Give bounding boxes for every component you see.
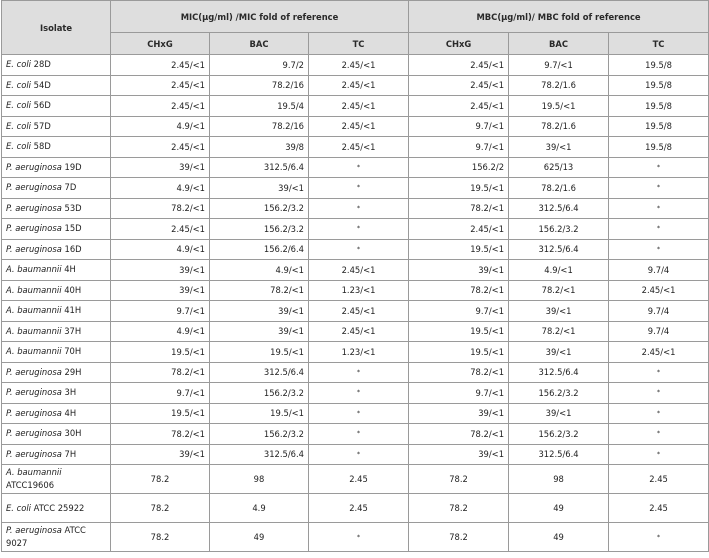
value-cell: 4.9/<1 — [111, 239, 210, 260]
isolate-cell — [2, 321, 111, 342]
species-name: P. aeruginosa — [6, 161, 62, 172]
value-cell: 49 — [509, 523, 609, 552]
value-cell: 49 — [509, 494, 609, 523]
strain-id: 4H — [61, 264, 76, 275]
value-cell: 9.7/<1 — [409, 137, 509, 158]
isolate-cell — [2, 280, 111, 301]
table-body — [2, 55, 709, 552]
table-row — [2, 178, 709, 199]
value-cell: 78.2/<1 — [111, 362, 210, 383]
strain-id: 40H — [61, 284, 82, 295]
strain-id: 54D — [31, 79, 51, 90]
strain-id: 53D — [61, 202, 82, 213]
isolate-cell — [2, 383, 111, 404]
header-col-bac-mic: BAC — [210, 33, 309, 55]
value-cell: * — [609, 444, 709, 465]
value-cell: 78.2 — [409, 523, 509, 552]
species-name: P. aeruginosa — [6, 428, 62, 439]
value-cell: 2.45/<1 — [309, 116, 409, 137]
value-cell: 4.9/<1 — [111, 321, 210, 342]
value-cell: * — [609, 523, 709, 552]
strain-id: 16D — [61, 243, 82, 254]
value-cell: 312.5/6.4 — [210, 444, 309, 465]
value-cell: 19.5/<1 — [210, 403, 309, 424]
isolate-cell — [2, 137, 111, 158]
strain-id: 19D — [61, 161, 82, 172]
value-cell: 2.45/<1 — [111, 219, 210, 240]
value-cell: 19.5/<1 — [409, 321, 509, 342]
value-cell: 19.5/<1 — [409, 342, 509, 363]
value-cell: 312.5/6.4 — [509, 444, 609, 465]
value-cell: 2.45/<1 — [111, 75, 210, 96]
species-name: A. baumannii — [6, 467, 62, 477]
value-cell: 78.2/1.6 — [509, 75, 609, 96]
table-row — [2, 465, 709, 494]
value-cell: * — [309, 239, 409, 260]
table-row — [2, 383, 709, 404]
species-name: P. aeruginosa — [6, 182, 62, 193]
value-cell: 1.23/<1 — [309, 280, 409, 301]
value-cell: 2.45/<1 — [309, 260, 409, 281]
species-name: P. aeruginosa — [6, 525, 62, 535]
value-cell: * — [609, 198, 709, 219]
value-cell: 78.2/1.6 — [509, 178, 609, 199]
value-cell: 78.2 — [111, 494, 210, 523]
value-cell: 9.7/2 — [210, 55, 309, 76]
value-cell: 156.2/3.2 — [509, 424, 609, 445]
species-name: E. coli — [6, 502, 31, 513]
value-cell: 2.45/<1 — [409, 96, 509, 117]
value-cell: 78.2/<1 — [111, 424, 210, 445]
value-cell: 2.45/<1 — [409, 219, 509, 240]
value-cell: 156.2/3.2 — [210, 383, 309, 404]
table-row — [2, 116, 709, 137]
value-cell: 98 — [509, 465, 609, 494]
isolate-cell — [2, 342, 111, 363]
value-cell: 78.2 — [111, 465, 210, 494]
value-cell: * — [309, 157, 409, 178]
value-cell: 9.7/4 — [609, 321, 709, 342]
value-cell: 19.5/4 — [210, 96, 309, 117]
value-cell: 39/<1 — [409, 403, 509, 424]
value-cell: 2.45/<1 — [111, 55, 210, 76]
value-cell: * — [309, 178, 409, 199]
value-cell: 19.5/8 — [609, 137, 709, 158]
header-isolate: Isolate — [2, 1, 111, 55]
strain-id: 56D — [31, 100, 51, 111]
value-cell: * — [609, 219, 709, 240]
species-name: P. aeruginosa — [6, 223, 62, 234]
value-cell: * — [609, 424, 709, 445]
value-cell: 312.5/6.4 — [210, 157, 309, 178]
value-cell: 312.5/6.4 — [210, 362, 309, 383]
value-cell: 2.45/<1 — [111, 96, 210, 117]
value-cell: 78.2/<1 — [409, 280, 509, 301]
value-cell: 19.5/<1 — [409, 239, 509, 260]
isolate-cell — [2, 116, 111, 137]
isolate-cell — [2, 96, 111, 117]
strain-id: 4H — [61, 407, 77, 418]
isolate-cell — [2, 198, 111, 219]
value-cell: 19.5/<1 — [111, 342, 210, 363]
table-row — [2, 55, 709, 76]
value-cell: 39/<1 — [509, 403, 609, 424]
value-cell: 312.5/6.4 — [509, 198, 609, 219]
species-name: P. aeruginosa — [6, 407, 62, 418]
value-cell: 39/<1 — [509, 137, 609, 158]
strain-id: 41H — [61, 305, 82, 316]
isolate-cell — [2, 157, 111, 178]
value-cell: 39/<1 — [111, 280, 210, 301]
value-cell: * — [609, 383, 709, 404]
table-row — [2, 424, 709, 445]
value-cell: 78.2/<1 — [509, 321, 609, 342]
strain-id: 57D — [31, 120, 51, 131]
value-cell: 39/<1 — [509, 301, 609, 322]
value-cell: 2.45 — [609, 465, 709, 494]
value-cell: 98 — [210, 465, 309, 494]
value-cell: 78.2/16 — [210, 116, 309, 137]
table-row — [2, 523, 709, 552]
value-cell: 19.5/8 — [609, 96, 709, 117]
value-cell: 625/13 — [509, 157, 609, 178]
table-row — [2, 494, 709, 523]
table-row — [2, 75, 709, 96]
value-cell: 312.5/6.4 — [509, 239, 609, 260]
value-cell: 19.5/<1 — [111, 403, 210, 424]
table-row — [2, 362, 709, 383]
value-cell: 156.2/6.4 — [210, 239, 309, 260]
value-cell: 2.45/<1 — [111, 137, 210, 158]
value-cell: 39/<1 — [210, 301, 309, 322]
value-cell: * — [309, 198, 409, 219]
value-cell: * — [609, 239, 709, 260]
value-cell: * — [609, 403, 709, 424]
value-cell: 78.2/<1 — [409, 424, 509, 445]
value-cell: 2.45/<1 — [309, 301, 409, 322]
species-name: A. baumannii — [6, 305, 62, 316]
value-cell: * — [309, 403, 409, 424]
value-cell: 4.9/<1 — [111, 178, 210, 199]
species-name: P. aeruginosa — [6, 366, 62, 377]
strain-id: 15D — [61, 223, 82, 234]
value-cell: 4.9/<1 — [111, 116, 210, 137]
strain-id: ATCC19606 — [6, 480, 55, 490]
value-cell: 39/<1 — [509, 342, 609, 363]
value-cell: 2.45/<1 — [409, 75, 509, 96]
value-cell: 2.45/<1 — [609, 342, 709, 363]
value-cell: 2.45/<1 — [309, 96, 409, 117]
value-cell: 2.45/<1 — [409, 55, 509, 76]
value-cell: 78.2 — [409, 465, 509, 494]
table-row — [2, 157, 709, 178]
strain-id: 70H — [61, 346, 82, 357]
value-cell: 156.2/3.2 — [210, 424, 309, 445]
strain-id: 7D — [61, 182, 77, 193]
table-row — [2, 137, 709, 158]
strain-id: 28D — [31, 59, 51, 70]
header-col-chxg-mbc: CHxG — [409, 33, 509, 55]
value-cell: * — [309, 523, 409, 552]
species-name: E. coli — [6, 59, 31, 70]
table-row — [2, 301, 709, 322]
value-cell: 19.5/8 — [609, 55, 709, 76]
value-cell: * — [309, 362, 409, 383]
species-name: P. aeruginosa — [6, 243, 62, 254]
value-cell: 19.5/<1 — [210, 342, 309, 363]
strain-id: 3H — [61, 387, 77, 398]
value-cell: 78.2/<1 — [409, 198, 509, 219]
table-row — [2, 342, 709, 363]
value-cell: 2.45 — [609, 494, 709, 523]
table-row — [2, 260, 709, 281]
isolate-cell — [2, 424, 111, 445]
value-cell: 9.7/4 — [609, 301, 709, 322]
isolate-cell — [2, 178, 111, 199]
mic-mbc-table — [1, 0, 709, 552]
species-name: E. coli — [6, 141, 31, 152]
value-cell: 4.9/<1 — [210, 260, 309, 281]
value-cell: 9.7/4 — [609, 260, 709, 281]
value-cell: * — [609, 362, 709, 383]
table-row — [2, 198, 709, 219]
value-cell: 78.2/<1 — [210, 280, 309, 301]
isolate-cell — [2, 523, 111, 552]
value-cell: 156.2/3.2 — [509, 383, 609, 404]
value-cell: 9.7/<1 — [409, 301, 509, 322]
isolate-cell — [2, 465, 111, 494]
value-cell: 1.23/<1 — [309, 342, 409, 363]
value-cell: 2.45/<1 — [609, 280, 709, 301]
isolate-cell — [2, 239, 111, 260]
isolate-cell — [2, 75, 111, 96]
value-cell: 156.2/3.2 — [210, 198, 309, 219]
value-cell: 78.2/16 — [210, 75, 309, 96]
value-cell: 9.7/<1 — [509, 55, 609, 76]
value-cell: * — [609, 157, 709, 178]
table-row — [2, 239, 709, 260]
isolate-cell — [2, 260, 111, 281]
value-cell: 2.45/<1 — [309, 75, 409, 96]
value-cell: 39/8 — [210, 137, 309, 158]
table-row — [2, 219, 709, 240]
value-cell: 19.5/<1 — [409, 178, 509, 199]
isolate-cell — [2, 403, 111, 424]
species-name: E. coli — [6, 79, 31, 90]
value-cell: 39/<1 — [111, 444, 210, 465]
value-cell: 39/<1 — [210, 178, 309, 199]
value-cell: 4.9 — [210, 494, 309, 523]
value-cell: 78.2/<1 — [409, 362, 509, 383]
header-col-tc-mbc: TC — [609, 33, 709, 55]
value-cell: 9.7/<1 — [111, 383, 210, 404]
value-cell: 156.2/3.2 — [509, 219, 609, 240]
value-cell: 19.5/<1 — [509, 96, 609, 117]
table-row — [2, 280, 709, 301]
value-cell: 2.45/<1 — [309, 321, 409, 342]
value-cell: 39/<1 — [111, 157, 210, 178]
strain-id: 7H — [61, 448, 77, 459]
value-cell: 49 — [210, 523, 309, 552]
value-cell: 9.7/<1 — [111, 301, 210, 322]
species-name: A. baumannii — [6, 284, 62, 295]
value-cell: 156.2/3.2 — [210, 219, 309, 240]
strain-id: 37H — [61, 325, 82, 336]
value-cell: 4.9/<1 — [509, 260, 609, 281]
value-cell: 39/<1 — [409, 260, 509, 281]
species-name: E. coli — [6, 100, 31, 111]
value-cell: 9.7/<1 — [409, 116, 509, 137]
table-row — [2, 96, 709, 117]
value-cell: 78.2/<1 — [509, 280, 609, 301]
value-cell: 39/<1 — [409, 444, 509, 465]
value-cell: 19.5/8 — [609, 75, 709, 96]
strain-id: 29H — [61, 366, 82, 377]
value-cell: 2.45 — [309, 494, 409, 523]
value-cell: * — [309, 424, 409, 445]
isolate-cell — [2, 362, 111, 383]
isolate-cell — [2, 301, 111, 322]
table-row — [2, 444, 709, 465]
table-row — [2, 403, 709, 424]
value-cell: 19.5/8 — [609, 116, 709, 137]
strain-id: ATCC 25922 — [31, 502, 85, 513]
species-name: A. baumannii — [6, 346, 62, 357]
value-cell: * — [609, 178, 709, 199]
header-mic-group: MIC(µg/ml) /MIC fold of reference — [111, 1, 409, 33]
header-col-bac-mbc: BAC — [509, 33, 609, 55]
species-name: P. aeruginosa — [6, 387, 62, 398]
species-name: E. coli — [6, 120, 31, 131]
value-cell: * — [309, 444, 409, 465]
value-cell: 78.2/<1 — [111, 198, 210, 219]
table-row — [2, 321, 709, 342]
strain-id: 30H — [61, 428, 82, 439]
species-name: P. aeruginosa — [6, 202, 62, 213]
isolate-cell — [2, 494, 111, 523]
header-col-tc-mic: TC — [309, 33, 409, 55]
value-cell: 2.45/<1 — [309, 137, 409, 158]
value-cell: * — [309, 219, 409, 240]
isolate-cell — [2, 444, 111, 465]
value-cell: 39/<1 — [111, 260, 210, 281]
value-cell: * — [309, 383, 409, 404]
species-name: A. baumannii — [6, 325, 62, 336]
isolate-cell — [2, 219, 111, 240]
value-cell: 312.5/6.4 — [509, 362, 609, 383]
value-cell: 9.7/<1 — [409, 383, 509, 404]
value-cell: 78.2/1.6 — [509, 116, 609, 137]
species-name: A. baumannii — [6, 264, 62, 275]
value-cell: 2.45 — [309, 465, 409, 494]
strain-id: ATCC 9027 — [6, 525, 86, 548]
value-cell: 39/<1 — [210, 321, 309, 342]
isolate-cell — [2, 55, 111, 76]
value-cell: 78.2 — [111, 523, 210, 552]
value-cell: 78.2 — [409, 494, 509, 523]
strain-id: 58D — [31, 141, 51, 152]
header-col-chxg-mic: CHxG — [111, 33, 210, 55]
species-name: P. aeruginosa — [6, 448, 62, 459]
header-mbc-group: MBC(µg/ml)/ MBC fold of reference — [409, 1, 709, 33]
value-cell: 2.45/<1 — [309, 55, 409, 76]
value-cell: 156.2/2 — [409, 157, 509, 178]
